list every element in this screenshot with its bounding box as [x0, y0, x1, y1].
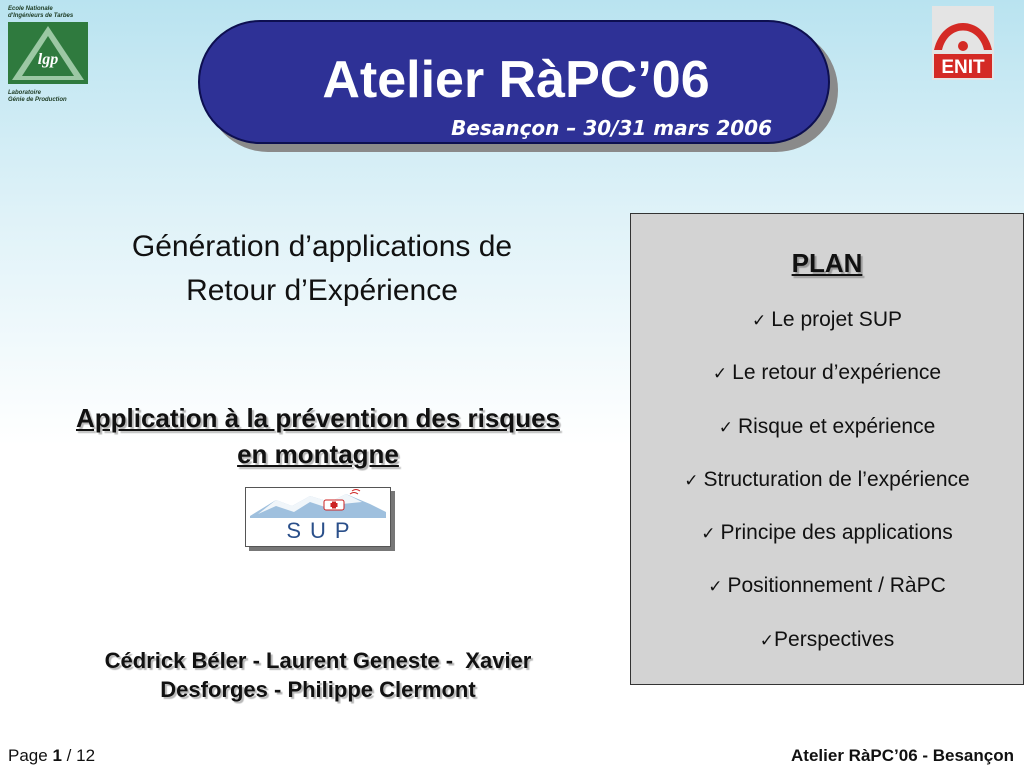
sup-text: SUP: [286, 518, 359, 543]
lgp-school-line2: d'Ingénieurs de Tarbes: [8, 13, 74, 19]
talk-title-line2: Retour d’Expérience: [186, 274, 458, 307]
footer-event: Atelier RàPC’06 - Besançon: [791, 746, 1014, 765]
page-title: Atelier RàPC’06: [322, 51, 710, 109]
checkmark-icon: ✓: [684, 470, 699, 491]
page-number: [8, 746, 95, 766]
talk-title-line1: Génération d’applications de: [131, 230, 513, 263]
lgp-lab-line1: Laboratoire: [8, 90, 42, 96]
application-line1: Application à la prévention des risques: [75, 403, 560, 433]
plan-item-perspectives: [631, 628, 1023, 681]
page-label: Page: [8, 746, 48, 765]
event-subtitle: Besançon – 30/31 mars 2006: [451, 116, 772, 140]
checkmark-icon: ✓: [712, 364, 728, 385]
plan-item-label: Perspectives: [774, 627, 895, 651]
lgp-lab-name: [8, 90, 94, 104]
authors-line2: Desforges - Philippe Clermont: [160, 677, 476, 702]
checkmark-icon: ✓: [718, 417, 733, 438]
plan-title: PLAN: [791, 248, 863, 278]
lgp-logo: [8, 6, 94, 106]
enit-text: ENIT: [941, 57, 985, 78]
plan-list: [631, 308, 1023, 681]
checkmark-icon: ✓: [752, 311, 767, 331]
plan-item-label: Structuration de l’expérience: [703, 467, 970, 491]
title-banner: [198, 20, 830, 144]
lgp-mark-icon: [8, 22, 88, 84]
sup-logo: [245, 487, 391, 547]
plan-item-label: Le projet SUP: [771, 308, 902, 331]
application-line2: en montagne: [237, 439, 399, 469]
talk-title: [22, 225, 622, 313]
plan-item-risque-experience: [631, 415, 1023, 468]
plan-item-label: Le retour d’expérience: [732, 361, 942, 385]
page-total: 12: [76, 746, 96, 765]
lgp-school-line1: Ecole Nationale: [8, 6, 53, 12]
page-separator: /: [66, 746, 72, 765]
plan-item-retour-experience: [631, 361, 1023, 414]
authors-line1: Cédrick Béler - Laurent Geneste - Xavier: [104, 648, 532, 673]
authors: [18, 646, 618, 704]
plan-item-label: Principe des applications: [720, 521, 953, 545]
lgp-school-name: [8, 6, 94, 20]
checkmark-icon: ✓: [701, 524, 716, 545]
page-current: 1: [52, 746, 62, 765]
plan-item-positionnement: [631, 574, 1023, 627]
plan-item-projet-sup: [631, 308, 1023, 361]
checkmark-icon: ✓: [759, 630, 775, 651]
plan-item-principe-applications: [631, 521, 1023, 574]
plan-item-label: Risque et expérience: [737, 414, 936, 438]
plan-item-label: Positionnement / RàPC: [727, 574, 946, 598]
svg-text:lgp: lgp: [37, 51, 59, 68]
plan-box: [630, 213, 1024, 685]
plan-item-structuration: [631, 468, 1023, 521]
enit-logo: [932, 6, 994, 80]
lgp-lab-line2: Génie de Production: [8, 97, 67, 103]
checkmark-icon: ✓: [708, 577, 723, 598]
application-heading: [18, 400, 618, 472]
